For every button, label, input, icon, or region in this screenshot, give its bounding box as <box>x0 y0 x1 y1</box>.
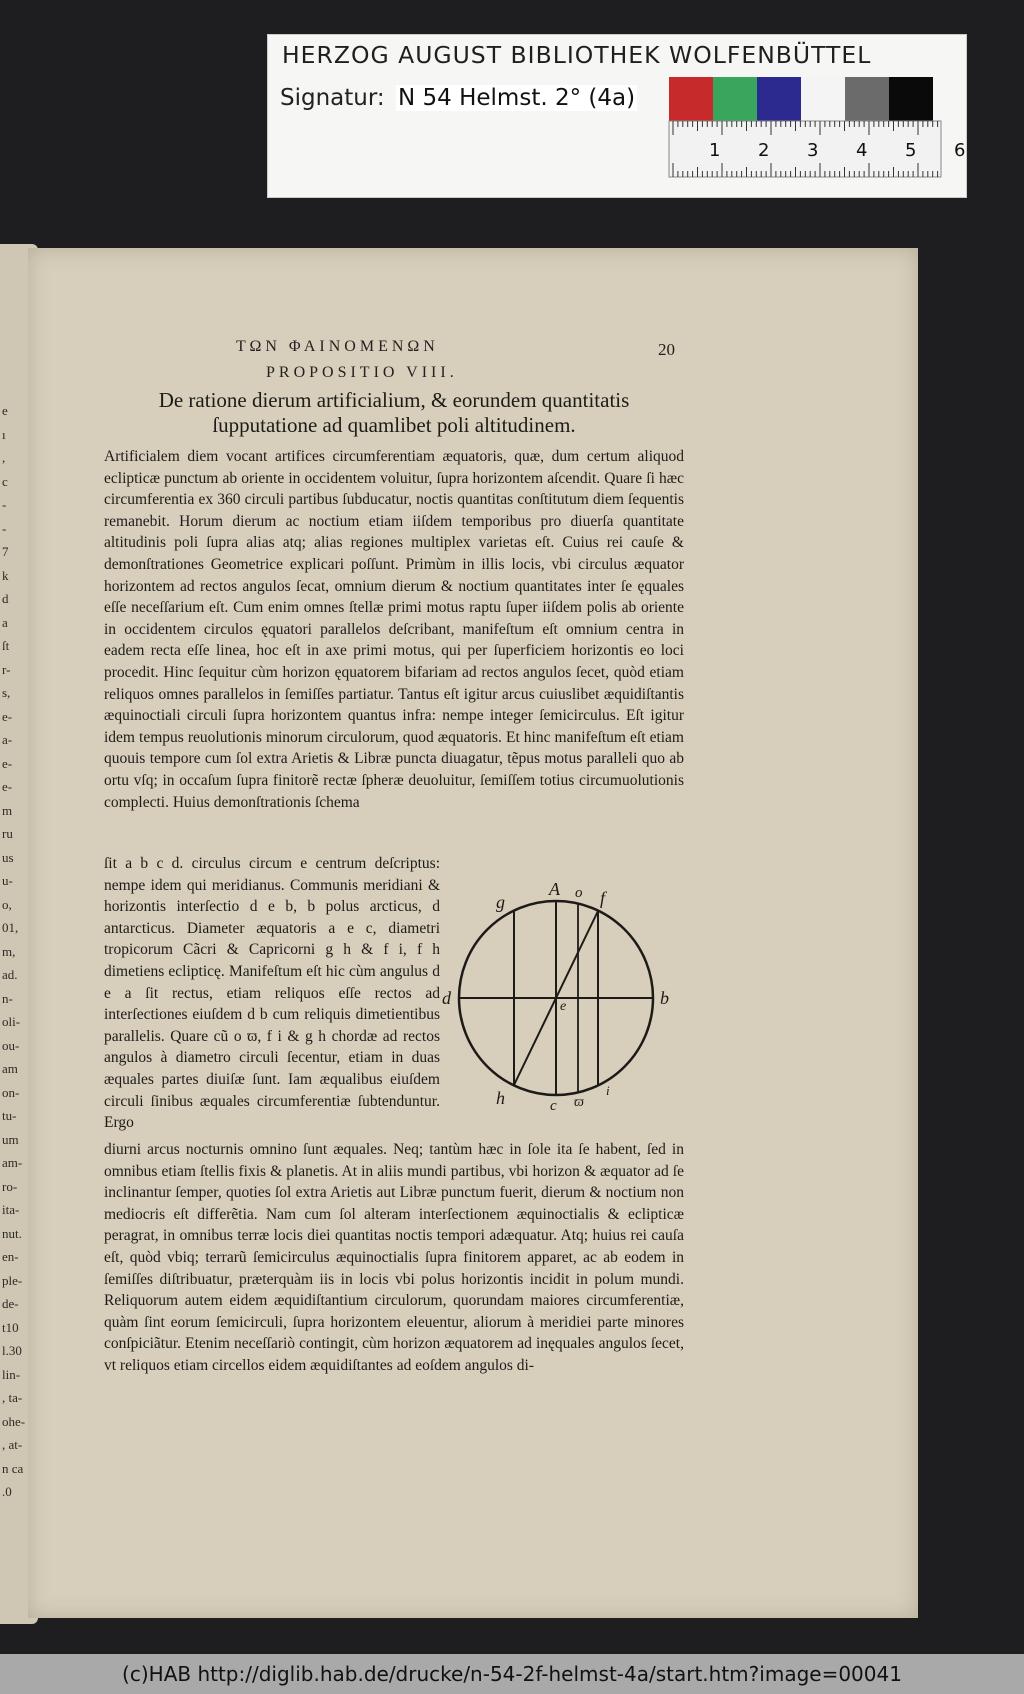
facing-page-fragment: nut. <box>2 1225 22 1241</box>
facing-page-fragment: en- <box>2 1249 19 1264</box>
ruler-label: 3 <box>807 140 819 161</box>
facing-page-fragment: , <box>2 450 6 465</box>
facing-page-fragment: , at- <box>2 1437 23 1452</box>
facing-page-fragment: ro- <box>2 1178 18 1194</box>
paragraph-2 <box>104 1139 684 1377</box>
facing-page-fragment: ı <box>2 426 6 442</box>
running-head: ΤΩΝ ΦΑΙΝΟΜΕΝΩΝ <box>236 338 439 355</box>
library-label-card <box>267 34 967 198</box>
ruler-label: 6 <box>954 140 966 161</box>
signatur-value: N 54 Helmst. 2° (4a) <box>398 85 636 111</box>
facing-page-fragment: - <box>2 520 7 536</box>
label-i: i <box>606 1083 610 1098</box>
label-h: h <box>496 1088 505 1108</box>
facing-page-fragment: .0 <box>2 1484 12 1499</box>
ruler-label: 1 <box>709 140 721 161</box>
facing-page-fragment: o, <box>2 896 12 912</box>
paragraph-2-text: diurni arcus nocturnis omnino ſunt æquales. Neq; tantùm hæc in ſole ita ſe habent, ſed in omnibus etiam ſtellis fixis & planetis. At in aliis mundi partibus, vbi horizon & æquator ad ſe inclinantur ſemper, quoties ſol extra Arietis aut Libræ punctum fuerit, dierum & noctium non mediocris eſt differẽtia. Nam cum ſol alteram interſectionem æquinoctialis & eclipticæ peragrat, in omnibus terræ locis diei quantitas noctis tempori adæquatur. Atq; huius rei cauſa eſt, quòd vbiq; terrarũ ſemicirculus æquinoctialis ſupra finitorem apparet, ac ab eodem in ſemiſſes diſtribuatur, præterquàm iis in locis vbi polus horizontis incidit in polum mundi. Reliquorum autem eidem æquidiſtantium circulorum, quorundam maiores circumferentiæ, quàm ſint eorum ſemicirculi, ſupra horizontem eleuentur, aliorum à meridiei parte minores conſpiciãtur. Etenim neceſſariò contingit, cùm horizon æquatorem ad inęquales angulos ſecet, vt reliquos etiam circellos eidem æquidiſtantes ad eoſdem angulos di- <box>104 1141 684 1374</box>
facing-page-fragment: 7 <box>2 544 9 559</box>
facing-page-fragment: ita- <box>2 1202 20 1217</box>
facing-page-fragment: am- <box>2 1155 23 1170</box>
facing-page-fragment: - <box>2 497 7 512</box>
facing-page-fragment: e- <box>2 779 13 794</box>
facing-page-fragment: ple- <box>2 1272 23 1288</box>
facing-page-fragment: ru <box>2 826 13 841</box>
label-b-right: b <box>660 988 669 1008</box>
label-c: c <box>550 1098 557 1114</box>
figure-caption-text: ſit a b c d. circulus circum e centrum deſcriptus: nempe idem qui meridianus. Communis meridiani & horizontis interſectio d e b, b polus arcticus, d antarcticus. Diameter æquatoris a e c, diametri tropicorum Cãcri & Capricorni g h & f i, f h dimetiens eclipticę. Manifeſtum eſt hic cùm angulus d e a ſit rectus, etiam reliquos eſſe rectos ad interſectiones eiuſdem d b cum reliquis dimetientibus parallelis. Quare cũ o ϖ, f i & g h chordæ ad rectos angulos à diametro circuli ſecentur, etiam in duas æquales partes diuiſæ ſunt. Iam æqualibus eiuſdem circuli ſinibus æquales circumferentiæ ſubtenduntur. Ergo <box>104 855 440 1132</box>
facing-page-fragment: on- <box>2 1084 20 1100</box>
color-swatch-green <box>713 77 757 121</box>
facing-page-fragment: e- <box>2 708 13 724</box>
facing-page-fragment: ou- <box>2 1037 20 1053</box>
facing-page-fragment: ohe- <box>2 1413 26 1429</box>
facing-page-fragment: l.30 <box>2 1343 22 1358</box>
facing-page-fragment: us <box>2 849 14 865</box>
facing-page-fragment: s, <box>2 685 11 700</box>
label-A: A <box>549 879 560 899</box>
facing-page-fragment: oli- <box>2 1014 21 1029</box>
proposition-heading: PROPOSITIO VIII. <box>266 364 458 381</box>
ruler-label: 4 <box>856 140 868 161</box>
ruler-label: 5 <box>905 140 917 161</box>
folio-number: 20 <box>658 340 675 359</box>
label-g: g <box>496 892 505 912</box>
signatur-label: Signatur: <box>280 85 385 111</box>
facing-page-fragment: de- <box>2 1296 19 1311</box>
ruler-label: 2 <box>758 140 770 161</box>
facing-page-fragment: k <box>2 567 9 583</box>
facing-page-fragment: t10 <box>2 1319 19 1335</box>
facing-page-fragment: , ta- <box>2 1390 23 1405</box>
label-f: f <box>600 888 606 908</box>
facing-page-fragment: u- <box>2 873 13 888</box>
facing-page-fragment: lin- <box>2 1366 21 1382</box>
label-e: e <box>560 999 567 1014</box>
color-swatch-gray <box>845 77 889 121</box>
facing-page-fragment: d <box>2 591 9 606</box>
facing-page-fragment: ſt <box>2 638 10 653</box>
facing-page-fragment: m, <box>2 943 16 959</box>
facing-page-fragment: n- <box>2 990 13 1006</box>
color-swatch-white <box>801 77 845 121</box>
section-title: De ratione dierum artificialium, & eorundem quantitatis ſupputatione ad quamlibet poli altitudinem. <box>158 388 630 437</box>
label-o: o <box>575 885 583 901</box>
facing-page-fragment: tu- <box>2 1108 17 1123</box>
meridian-circle-diagram <box>436 870 676 1112</box>
label-d: d <box>442 988 451 1008</box>
facing-page-fragment: a <box>2 614 8 630</box>
facing-page-fragment: e <box>2 403 8 418</box>
facing-page-fragment: n ca <box>2 1460 24 1476</box>
color-swatch-black <box>889 77 933 121</box>
color-swatch-blue <box>757 77 801 121</box>
paragraph-1-text: Artificialem diem vocant artifices circumferentiam æquatoris, quæ, dum certum aliquod eclipticæ punctum ab oriente in occidentem voluitur, ſupra horizontem aſcendit. Quare ſi hæc circumferentia ex 360 circuli partibus ſubducatur, noctis quantitas conſtitutum diem ſequentis remanebit. Horum dierum ac noctium etiam iiſdem temporibus pro diuerſa quantitate altitudinis poli ſupra alias atq; alias regiones multiplex varietas eſt. Cuius rei cauſe & demonſtrationes Geometrice explicari poſſunt. Primùm in illis locis, vbi circulus æquator horizontem ad rectos angulos ſecat, omnium dierum & noctium quantitates inter ſe ęquales eſſe neceſſarium eſt. Cum enim omnes ſtellæ primi motus raptu ſuper iiſdem polis ab oriente in occidentem circulos ęquatori parallelos deſcribant, manifeſtum eſt omnium centra in eadem recta eſſe linea, hoc eſt in axe primi motus, qui per ſuperficiem horizontis eo loci procedit. Hinc ſequitur cùm horizon ęquatorem bifariam ad rectos angulos ſecet, quòd etiam reliquos omnes parallelos in ſemiſſes partiatur. Tantus eſt igitur arcus cuiuslibet æquidiſtantis æquinoctiali circuli ſupra horizontem quantus infra: nempe integer ſemicirculus. Eſt igitur idem tempus reuolutionis minorum circulorum, quod æquatoris. Et hinc manifeſtum eſt etiam quouis tempore cum ſol extra Arietis & Libræ puncta diuagatur, tẽpus motus paralleli quo ab ortu vſq; in occaſum ſupra finitorẽ rectæ ſpheræ deuoluitur, ſemiſſem totius circumuolutionis complecti. Huius demonſtrationis ſchema <box>104 448 684 811</box>
facing-page-fragment: ad. <box>2 967 18 982</box>
facing-page-fragment: r- <box>2 661 11 677</box>
facing-page-fragment: am <box>2 1061 18 1076</box>
label-w: ϖ <box>574 1095 584 1110</box>
facing-page-fragment: um <box>2 1131 19 1147</box>
library-name: HERZOG AUGUST BIBLIOTHEK WOLFENBÜTTEL <box>282 41 872 69</box>
facing-page-fragment: a- <box>2 732 13 747</box>
color-swatch-red <box>669 77 713 121</box>
facing-page-fragment: c <box>2 473 8 489</box>
footer-url: (c)HAB http://diglib.hab.de/drucke/n-54-2f-helmst-4a/start.htm?image=00041 <box>0 1654 1024 1694</box>
facing-page-fragment: m <box>2 802 13 818</box>
paragraph-1 <box>104 446 684 813</box>
facing-page-fragment: e- <box>2 755 13 771</box>
measurement-ruler <box>669 121 966 177</box>
facing-page-fragment: 01, <box>2 920 19 935</box>
